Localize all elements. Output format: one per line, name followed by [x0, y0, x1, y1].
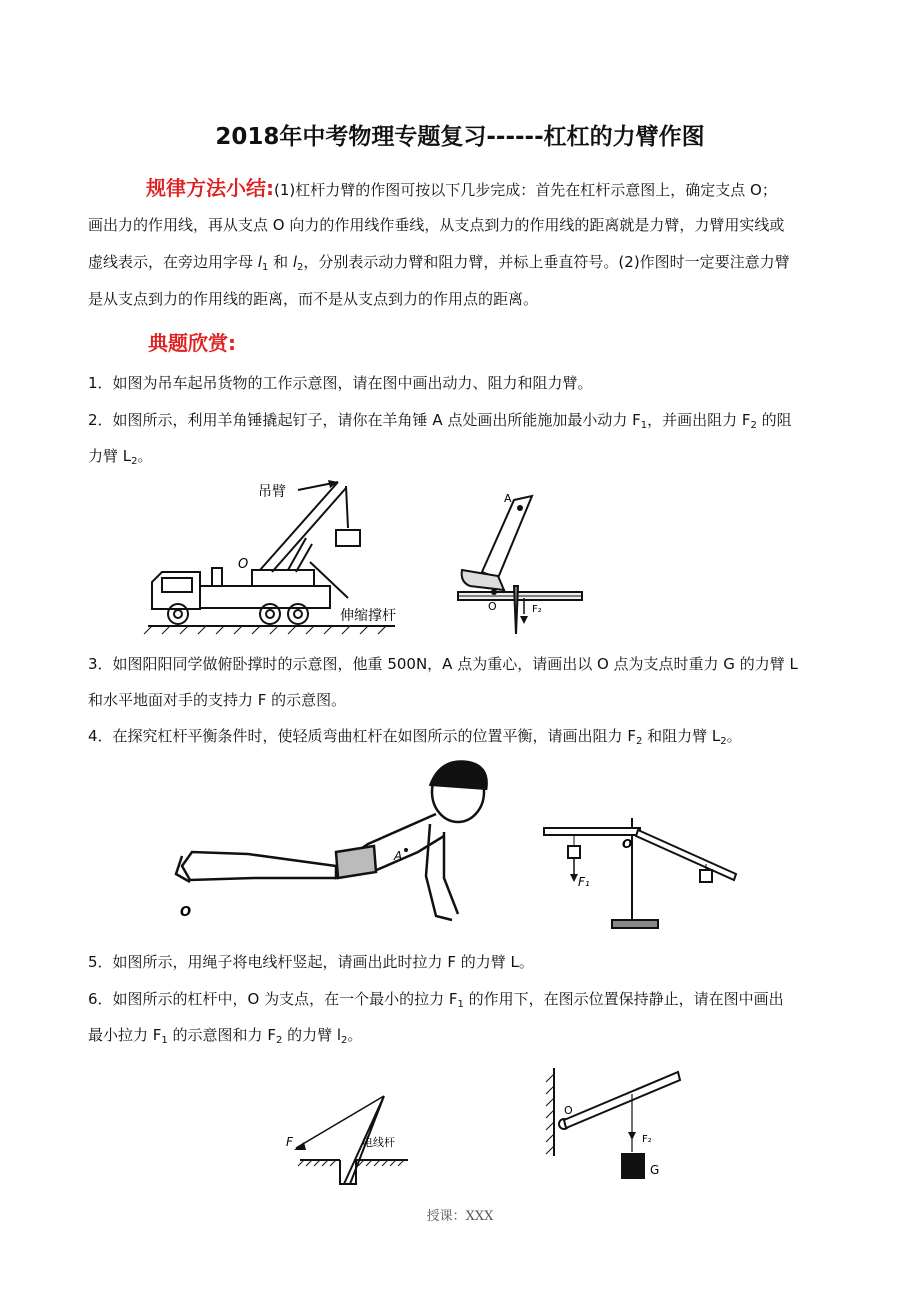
crane-boom-label: 吊臂 — [258, 484, 286, 500]
summary-text-3c: ，分别表示动力臂和阻力臂，并标上垂直符号。(2)作图时一定要注意力臂 — [303, 253, 790, 271]
question-5: 5．如图所示，用绳子将电线杆竖起，请画出此时拉力 F 的力臂 L。 — [88, 953, 534, 971]
bent-lever-figure — [540, 808, 750, 936]
hammer-a-label: A — [504, 492, 512, 505]
q6-text-c: 最小拉力 F — [88, 1026, 162, 1044]
q2-sub-a: 1 — [640, 420, 648, 431]
q2-sub-b: 2 — [750, 420, 757, 431]
symbol-l1-sub: 1 — [261, 262, 269, 273]
wall-lever-o-label: O — [564, 1104, 573, 1117]
q6-text-b: 的作用下，在图示位置保持静止，请在图中画出 — [463, 990, 784, 1008]
q4-sub-b: 2 — [720, 736, 727, 747]
q6-text-d: 的示意图和力 F — [167, 1026, 276, 1044]
summary-text-3a: 虚线表示，在旁边用字母 — [88, 253, 258, 271]
question-1: 1．如图为吊车起吊货物的工作示意图，请在图中画出动力、阻力和阻力臂。 — [88, 374, 593, 392]
hammer-o-label: O — [488, 600, 497, 613]
pushup-a-label: A — [394, 849, 403, 863]
symbol-l2-sub: 2 — [297, 262, 304, 273]
question-6-cont — [88, 1017, 840, 1059]
examples-heading: 典题欣赏: — [148, 331, 236, 355]
q6-sub-c: 1 — [161, 1035, 168, 1046]
page-title: 2018年中考物理专题复习------杠杠的力臂作图 — [215, 124, 705, 150]
q6-text-e: 的力臂 l — [282, 1026, 342, 1044]
summary-line-3 — [88, 244, 840, 286]
crane-strut-label: 伸缩撑杆 — [340, 608, 396, 624]
summary-text-4: 是从支点到力的作用线的距离，而不是从支点到力的作用点的距离。 — [88, 290, 539, 308]
hammer-figure — [454, 486, 594, 644]
symbol-l2: l — [292, 253, 298, 271]
q2-text-c: 的阻 — [756, 411, 792, 429]
question-3-cont: 和水平地面对手的支持力 F 的示意图。 — [88, 691, 347, 709]
q2-sub-d: 2 — [131, 456, 138, 467]
q2-text-a: 2．如图所示，利用羊角锤撬起钉子，请你在羊角锤 A 点处画出所能施加最小动力 F — [88, 411, 641, 429]
question-3: 3．如图阳阳同学做俯卧撑时的示意图，他重 500N，A 点为重心，请画出以 O 点为支点时重力 G 的力臂 L — [88, 655, 798, 673]
q6-sub-d: 2 — [275, 1035, 283, 1046]
wall-lever-figure — [540, 1064, 690, 1184]
q4-text-c: 。 — [726, 727, 742, 745]
summary-heading: 规律方法小结: — [146, 176, 274, 200]
question-4 — [88, 718, 840, 760]
bent-lever-f1-label: F₁ — [578, 875, 590, 889]
pole-f-label: F — [286, 1135, 293, 1149]
hammer-f2-label: F₂ — [532, 604, 542, 615]
wall-lever-f2-label: F₂ — [642, 1134, 652, 1145]
summary-text-1: (1)杠杆力臂的作图可按以下几步完成：首先在杠杆示意图上，确定支点 O； — [274, 181, 777, 199]
q6-sub-e: 2 — [341, 1035, 348, 1046]
q4-text-a: 4．在探究杠杆平衡条件时，使轻质弯曲杠杆在如图所示的位置平衡，请画出阻力 F — [88, 727, 636, 745]
summary-text-2: 画出力的作用线，再从支点 O 向力的作用线作垂线，从支点到力的作用线的距离就是力臂，力臂用实线或 — [88, 216, 785, 234]
pole-figure — [280, 1090, 420, 1186]
q2-text-e: 。 — [137, 447, 153, 465]
q6-text-a: 6．如图所示的杠杆中，O 为支点，在一个最小的拉力 F — [88, 990, 458, 1008]
q2-text-d: 力臂 L — [88, 447, 132, 465]
crane-figure — [140, 474, 400, 640]
q6-sub-a: 1 — [457, 999, 464, 1010]
summary-text-3b: 和 — [268, 253, 293, 271]
page-footer: 授课：XXX — [426, 1209, 494, 1224]
q2-text-b: ，并画出阻力 F — [647, 411, 751, 429]
pole-label: 电线杆 — [362, 1136, 395, 1149]
q4-text-b: 和阻力臂 L — [642, 727, 721, 745]
symbol-l1: l — [257, 253, 262, 271]
summary-line-1 — [88, 170, 840, 209]
q4-sub-a: 2 — [635, 736, 643, 747]
pushup-figure — [168, 756, 498, 936]
crane-pivot-label: O — [238, 557, 249, 572]
pushup-o-label: O — [180, 905, 192, 920]
bent-lever-o-label: O — [622, 837, 633, 851]
wall-lever-g-label: G — [650, 1163, 660, 1177]
q6-text-f: 。 — [347, 1026, 363, 1044]
